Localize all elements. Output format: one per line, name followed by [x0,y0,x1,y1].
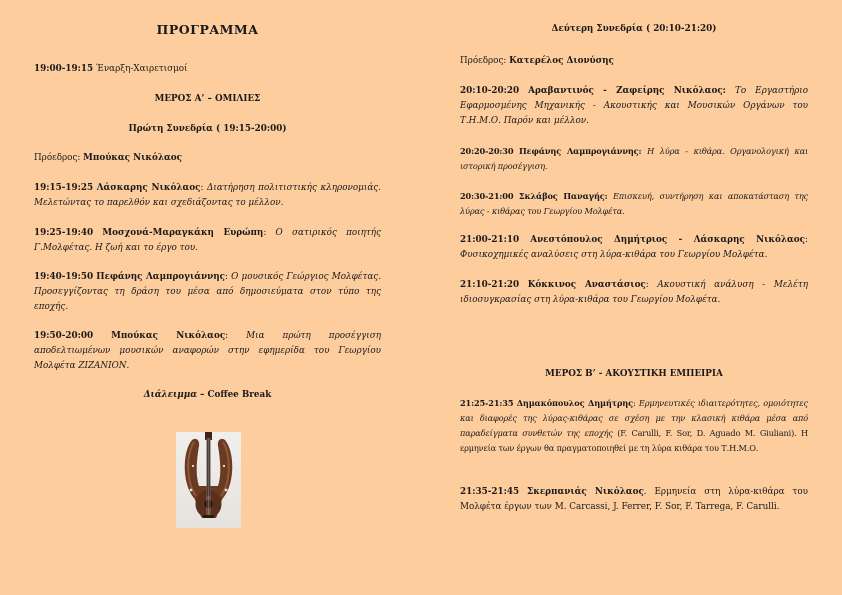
performance-speaker: Σκερπανιάς Νικόλαος [527,487,644,497]
lyre-guitar-icon [176,432,241,528]
chair-label: Πρόεδρος: [460,56,507,66]
talk-title: Διατήρηση πολιτιστικής κληρονομιάς. Μελετώντας το παρελθόν και σχεδιάζοντας το μέλλον. [34,183,381,208]
talk-time: 20:30-21:00 [460,191,514,201]
talk-time: 20:10-20:20 [460,86,520,96]
chair-label: Πρόεδρος: [34,153,81,163]
break-en: Coffee Break [207,390,272,400]
coffee-break [34,388,381,403]
talk-speaker: Πεφάνης Λαμπρογιάννης: [519,146,642,156]
talk-speaker: Πεφάνης Λαμπρογιάννης [96,272,225,282]
performance-text: Ερμηνεία στη λύρα-κιθάρα του Μολφέτα έργων των [460,487,808,512]
break-label: Διάλειμμα – [143,390,205,400]
talk-speaker: Μοσχονά-Μαραγκάκη Ευρώπη [102,228,264,238]
session1-heading: Πρώτη Συνεδρία ( 19:15-20:00) [128,124,287,134]
part-a-heading: ΜΕΡΟΣ Α’ – ΟΜΙΛΙΕΣ [154,94,261,104]
talk-speaker: Αραβαντινός - Ζαφείρης Νικόλαος: [528,86,726,96]
talk-item: 19:40-19:50 Πεφάνης Λαμπρογιάννης: Ο μουσικός Γεώργιος Μολφέτας. Προσεγγίζοντας τη δράση του μέσα από δημοσιεύματα στον τύπο της εποχής. [34,272,381,312]
talk-speaker: Κόκκινος Αναστάσιος [527,280,646,290]
performance-speaker: Δημακόπουλος Δημήτρης [516,398,633,408]
talk-time: 19:40-19:50 [34,272,94,282]
talk-item [460,84,808,129]
performance-detail: (F. Carulli, F. Sor, D. Aguado M. Giuliani). Η ερμηνεία των έργων θα πραγματοποιηθεί με τη λύρα κιθάρα του Τ.Η.Μ.Ο. [460,428,809,453]
opening-text: Έναρξη-Χαιρετισμοί [95,64,188,74]
program-title: ΠΡΟΓΡΑΜΜΑ [156,22,259,37]
talk-item: 21:10-21:20 Κόκκινος Αναστάσιος: Ακουστική ανάλυση - Μελέτη ιδιοσυγκρασίας στη λύρα-κιθάρα του Γεωργίου Μολφέτα. [460,280,809,305]
talk-speaker: Μπούκας Νικόλαος [111,331,226,341]
part-b-heading: ΜΕΡΟΣ Β’ - ΑΚΟΥΣΤΙΚΗ ΕΜΠΕΙΡΙΑ [545,369,723,379]
lyre-guitar-image [176,432,241,528]
talk-speaker: Λάσκαρης Νικόλαος [96,183,201,193]
performance-time: 21:35-21:45 [460,487,520,497]
opening-time: 19:00-19:15 [34,64,94,74]
talk-title: Ο μουσικός Γεώργιος Μολφέτας. Προσεγγίζοντας τη δράση του μέσα από δημοσιεύματα στον τύπο της εποχής. [34,272,381,312]
chair-name: Μπούκας Νικόλαος [83,153,183,163]
performance-detail: M. Carcassi, J. Ferrer, F. Sor, F. Tarrega, F. Carulli. [554,502,780,512]
talk-item: 21:00-21:10 Ανεστόπουλος Δημήτριος - Λάσκαρης Νικόλαος: Φυσικοχημικές αναλύσεις στη λύρα-κιθάρα του Γεωργίου Μολφέτα. [460,235,809,260]
talk-title: Μια πρώτη προσέγγιση αποδελτιωμένων μουσικών αναφορών στην εφημερίδα του Γεωργίου Μολφέτα ΖΙΖΑΝΙΟΝ. [34,331,382,371]
talk-time: 19:15-19:25 [34,183,94,193]
talk-title: Ακουστική ανάλυση - Μελέτη ιδιοσυγκρασίας στη λύρα-κιθάρα του Γεωργίου Μολφέτα. [460,280,809,305]
talk-time: 21:10-21:20 [460,280,520,290]
talk-item: 19:25-19:40 Μοσχονά-Μαραγκάκη Ευρώπη: Ο σατιρικός ποιητής Γ.Μολφέτας. Η ζωή και το έργο του. [34,228,381,253]
performance-item: 21:35-21:45 Σκερπανιάς Νικόλαος. Ερμηνεία στη λύρα-κιθάρα του Μολφέτα έργων των M. Carcassi, J. Ferrer, F. Sor, F. Tarrega, F. Carulli. [460,487,808,512]
talk-title: Ο σατιρικός ποιητής Γ.Μολφέτας. Η ζωή και το έργο του. [34,228,381,253]
chair-name: Κατερέλος Διονύσης [509,56,614,66]
talk-time: 19:50-20:00 [34,331,94,341]
talk-title: Το Εργαστήριο Εφαρμοσμένης Μηχανικής - Ακουστικής και Μουσικών Οργάνων του Τ.Η.Μ.Ο. Παρόν και μέλλον. [460,86,809,126]
talk-speaker: Ανεστόπουλος Δημήτριος - Λάσκαρης Νικόλαος [530,235,806,245]
session1-chair [34,151,381,166]
talk-item: 19:15-19:25 Λάσκαρης Νικόλαος: Διατήρηση πολιτιστικής κληρονομιάς. Μελετώντας το παρελθόν και σχεδιάζοντας το μέλλον. [34,183,381,208]
opening-line [34,62,381,77]
talk-item: 19:50-20:00 Μπούκας Νικόλαος: Μια πρώτη προσέγγιση αποδελτιωμένων μουσικών αναφορών στην εφημερίδα του Γεωργίου Μολφέτα ΖΙΖΑΝΙΟΝ. [34,331,382,371]
talk-time: 19:25-19:40 [34,228,94,238]
session2-heading: Δεύτερη Συνεδρία ( 20:10-21:20) [551,24,717,34]
performance-title: Ερμηνευτικές ιδιαιτερότητες, ομοιότητες και διαφορές της λύρας-κιθάρας σε σχέση με την κλασική κιθάρα μέσα από παραδείγματα συνθετών της εποχής [460,398,808,438]
talk-item [460,189,808,219]
performance-item: 21:25-21:35 Δημακόπουλος Δημήτρης: Ερμηνευτικές ιδιαιτερότητες, ομοιότητες και διαφορές της λύρας-κιθάρας σε σχέση με την κλασική κιθάρα μέσα από παραδείγματα συνθετών της εποχής (F. Carulli, F. Sor, D. Aguado M. Giuliani). Η ερμηνεία των έργων θα πραγματοποιηθεί με τη λύρα κιθάρα του Τ.Η.Μ.Ο. [460,398,809,453]
performance-time: 21:25-21:35 [460,398,514,408]
talk-title: Η λύρα - κιθάρα. Οργανολογική και ιστορική προσέγγιση. [460,146,809,171]
talk-time: 20:20-20:30 [460,146,514,156]
talk-title: Επισκευή, συντήρηση και αποκατάσταση της λύρας - κιθάρας του Γεωργίου Μολφέτα. [460,191,809,216]
talk-title: Φυσικοχημικές αναλύσεις στη λύρα-κιθάρα του Γεωργίου Μολφέτα. [460,250,768,260]
talk-time: 21:00-21:10 [460,235,520,245]
talk-item [460,144,808,174]
talk-speaker: Σκλάβος Παναγής: [518,191,608,201]
session2-chair [460,54,808,69]
